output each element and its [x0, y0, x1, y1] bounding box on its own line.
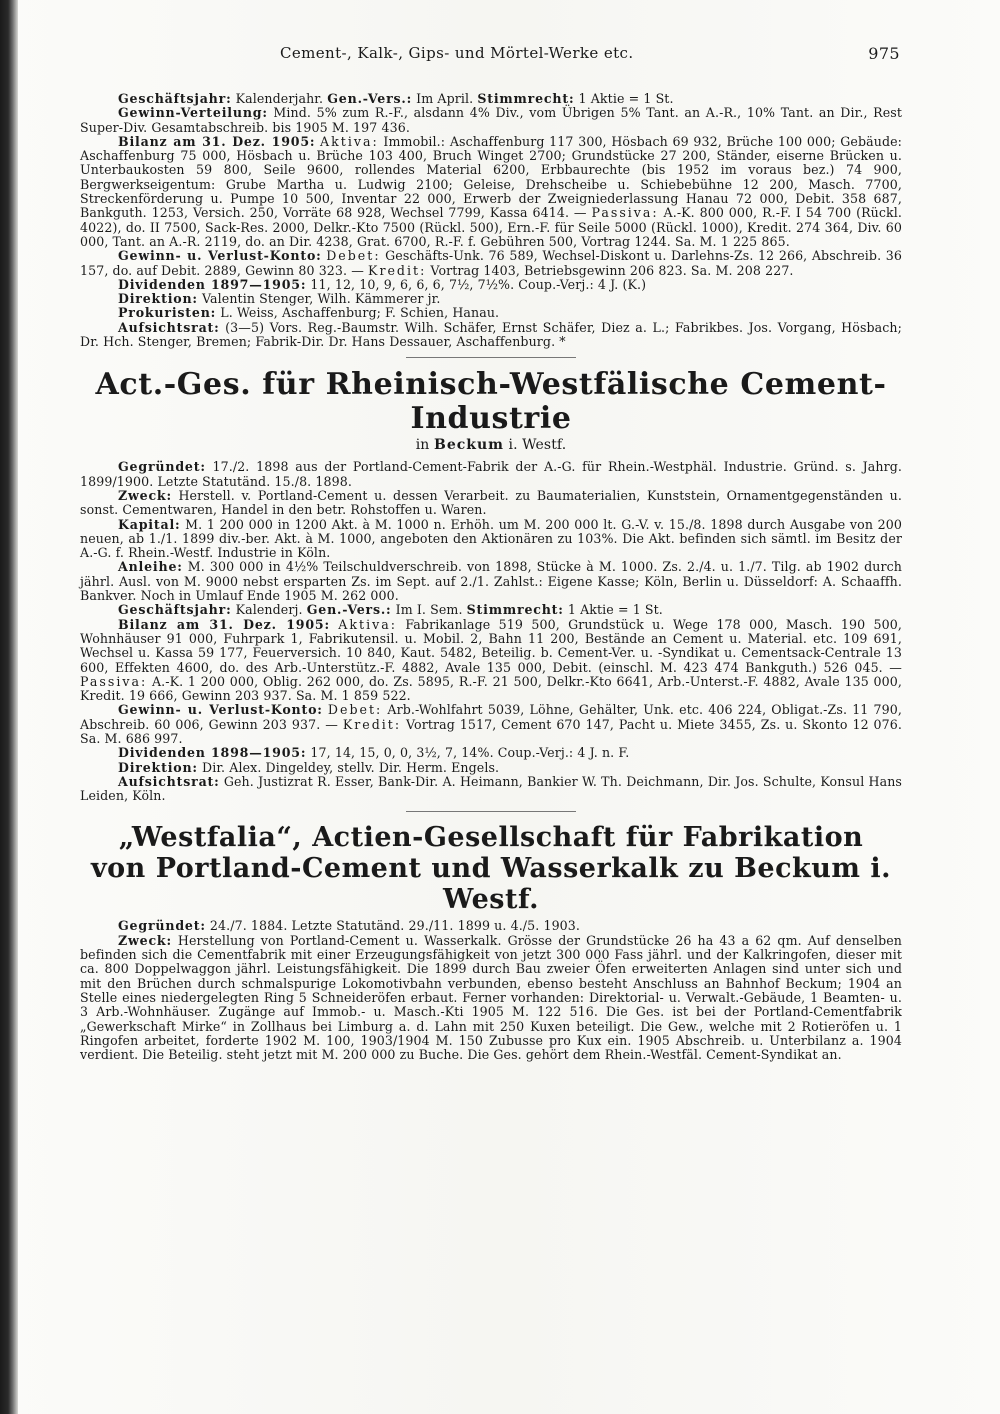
entry-westfalia — [80, 822, 902, 1062]
label-supervisory-board: Aufsichtsrat: — [118, 319, 220, 335]
label-voting-right: Stimmrecht: — [466, 602, 564, 618]
text-loan: M. 300 000 in 4½% Teilschuldverschreib. von 1898, Stücke à M. 1000. Zs. 2./4. u. 1./7. Tilg. ab 1902 durch jährl. Ausl. von M. 9000 nebst ersparten Zs. im Sept. auf 2./1. Zahlst.: Eigene Kasse; Köln, Berlin u. Düsseldorf: A. Schaaffh. Bankver. Noch in Umlauf Ende 1905 M. 262 000. — [80, 559, 902, 604]
text-voting-right: 1 Aktie = 1 St. — [563, 602, 663, 618]
label-liabilities: Passiva: — [591, 205, 659, 221]
label-assets: Aktiva: — [338, 616, 397, 632]
page-number: 975 — [868, 44, 900, 63]
text-purpose: Herstellung von Portland-Cement u. Wasserkalk. Grösse der Grundstücke 26 ha 43 a 62 qm. Auf denselben befinden sich die Cementfabrik mit einer Erzeugungsfähigkeit von jetzt 300 000 Fass jährl. und der Kalkringofen, dieser mit ca. 800 Doppelwaggon jährl. Leistungsfähigkeit. Die 1899 durch Bau zweier Öfen erweiterten Anlagen sind unter sich und mit den Brüchen durch schmalspurige Lokomotivbahn verbunden, ebenso besteht Anschluss an Bahnhof Beckum; 1904 an Stelle eines niedergelegten Ring 5 Schneideröfen erbaut. Ferner vorhanden: Direktorial- u. Verwalt.-Gebäude, 1 Beamten- u. 3 Arb.-Wohnhäuser. Zugänge auf Immob.- u. Masch.-Kti 1905 M. 122 516. Die Ges. ist bei der Portland-Cementfabrik „Gewerkschaft Mirke“ in Zollhaus bei Limburg a. d. Lahn mit 250 Kuxen beteiligt. Die Gew., welche mit 2 Rotieröfen u. 1 Ringofen arbeitet, forderte 1902 M. 100, 1903/1904 M. 150 Zubusse pro Kux ein. 1905 Abschreib. u. Unterbilanz a. 1904 verdient. Die Beteilig. steht jetzt mit M. 200 000 zu Buche. Die Ges. gehört dem Rhein.-Westfäl. Cement-Syndikat an. — [80, 932, 902, 1063]
text-founded: 17./2. 1898 aus der Portland-Cement-Fabrik der A.-G. für Rhein.-Westphäl. Industrie. Gründ. s. Jahrg. 1899/1900. Letzte Statutänd. 15./8. 1898. — [80, 459, 902, 489]
label-general-meeting: Gen.-Vers.: — [327, 91, 413, 106]
label-founded: Gegründet: — [118, 459, 206, 475]
label-assets: Aktiva: — [320, 133, 379, 149]
paragraph-proxies — [80, 306, 902, 320]
label-general-meeting: Gen.-Vers.: — [306, 602, 392, 618]
paragraph-profit-loss — [80, 703, 902, 746]
text-business-year: Kalenderjahr. — [231, 91, 328, 106]
company-title-line-1: „Westfalia“, Actien-Gesellschaft für Fabrikation — [118, 822, 864, 854]
label-debit: Debet: — [326, 248, 381, 264]
company-title-line-2: von Portland-Cement und Wasserkalk zu Beckum i. Westf. — [90, 853, 892, 916]
label-profit-distribution: Gewinn-Verteilung: — [118, 105, 268, 121]
text-supervisory-board: Geh. Justizrat R. Esser, Bank-Dir. A. Heimann, Bankier W. Th. Deichmann, Dir. Jos. Schulte, Konsul Hans Leiden, Köln. — [80, 773, 902, 804]
company-title: Act.-Ges. für Rheinisch-Westfälische Cement-Industrie — [95, 367, 887, 437]
paragraph-founded — [80, 919, 902, 933]
label-liabilities: Passiva: — [80, 673, 148, 689]
label-credit: Kredit: — [368, 262, 427, 278]
paragraph-purpose — [80, 489, 902, 518]
text-voting-right: 1 Aktie = 1 St. — [574, 91, 674, 106]
text-liabilities: A.-K. 1 200 000, Oblig. 262 000, do. Zs. 5895, R.-F. 21 500, Delkr.-Kto 6641, Arb.-Unterst.-F. 4882, Avale 135 000, Kredit. 19 666, Gewinn 203 937. Sa. M. 1 859 522. — [80, 673, 902, 704]
paragraph-dividends — [80, 278, 902, 292]
text-management: Dir. Alex. Dingeldey, stellv. Dir. Herm. Engels. — [197, 759, 500, 775]
label-dividends: Dividenden 1898—1905: — [118, 745, 307, 761]
paragraph-profit-distribution — [80, 106, 902, 135]
label-balance-sheet: Bilanz am 31. Dez. 1905: — [118, 616, 330, 632]
text-general-meeting: Im April. — [412, 91, 478, 106]
label-purpose: Zweck: — [118, 487, 172, 503]
running-title: Cement-, Kalk-, Gips- und Mörtel-Werke etc. — [280, 44, 634, 62]
section-divider — [406, 357, 576, 358]
paragraph-profit-loss — [80, 249, 902, 278]
label-management: Direktion: — [118, 759, 198, 775]
label-balance-sheet: Bilanz am 31. Dez. 1905: — [118, 133, 316, 149]
text-supervisory-board: (3—5) Vors. Reg.-Baumstr. Wilh. Schäfer, Ernst Schäfer, Diez a. L.; Fabrikbes. Jos. Vorgang, Hösbach; Dr. Hch. Stenger, Bremen; Fabrik-Dir. Dr. Hans Dessauer, Aschaffenburg. * — [80, 319, 902, 350]
paragraph-supervisory-board — [80, 775, 902, 804]
text-assets: Fabrikanlage 519 500, Grundstück u. Wege 178 000, Masch. 190 500, Wohnhäuser 91 000, Fuhrpark 1, Fabrikutensil. u. Mobil. 2, Bahn 11 200, Bestände an Cement u. Material. etc. 109 691, Wechsel u. Kassa 59 177, Feuerversich. 10 840, Kaut. 5482, Beteilig. b. Cement-Ver. u. -Syndikat u. Cementsack-Centrale 13 600, Effekten 4600, do. des Arb.-Unterstütz.-F. 4882, Avale 135 000, Debit. (einschl. M. 423 474 Bankguth.) 526 045. — — [80, 616, 903, 675]
text-assets: Immobil.: Aschaffenburg 117 300, Hösbach 69 932, Brüche 100 000; Gebäude: Aschaffenburg 75 000, Hösbach u. Brüche 103 400, Bruch Winget 2700; Grundstücke 27 200, Ständer, eiserne Brücken u. Unterbaukosten 59 800, Seile 9600, rollendes Material 6200, Erbbaurechte (bis 1952 im voraus bez.) 74 900, Bergwerkseigentum: Grube Martha u. Ludwig 2100; Geleise, Drehscheibe u. Schiebebühne 12 200, Masch. 7700, Streckenförderung u. Pumpe 10 500, Inventar 22 000, Erwerb der Zweigniederlassung Hanau 72 000, Debit. 358 687, Bankguth. 1253, Versich. 250, Vorräte 68 928, Wechsel 7799, Kassa 6414. — — [80, 133, 903, 221]
paragraph-balance-sheet — [80, 135, 902, 249]
paragraph-purpose — [80, 934, 902, 1063]
paragraph-management — [80, 761, 902, 775]
paragraph-management — [80, 292, 902, 306]
text-liabilities: A.-K. 800 000, R.-F. I 54 700 (Rückl. 4022), do. II 7500, Sack-Res. 2000, Delkr.-Kto 7500 (Rückl. 500), Ern.-F. für Seile 5000 (Rückl. 1000), Kredit. 274 364, Div. 60 000, Tant. an A.-R. 2119, do. an Dir. 4238, Grat. 6700, R.-F. f. Gebühren 500, Vortrag 1244. Sa. M. 1 225 865. — [80, 205, 902, 249]
label-profit-loss: Gewinn- u. Verlust-Konto: — [118, 702, 323, 718]
text-capital: M. 1 200 000 in 1200 Akt. à M. 1000 n. Erhöh. um M. 200 000 lt. G.-V. v. 15./8. 1898 durch Ausgabe von 200 neuen, ab 1./1. 1899 div.-ber. Akt. à M. 1000, angeboten den Aktionären zu 103%. Die Akt. befinden sich sämtl. im Besitz der A.-G. f. Rhein.-Westf. Industrie in Köln. — [80, 516, 902, 561]
entry-continued — [80, 92, 902, 349]
page-content — [80, 92, 902, 1062]
label-proxies: Prokuristen: — [118, 305, 217, 321]
text-dividends: 11, 12, 10, 9, 6, 6, 6, 7½, 7½%. Coup.-Verj.: 4 J. (K.) — [306, 276, 647, 292]
entry-rheinisch-westfaelische — [80, 368, 902, 803]
label-credit: Kredit: — [342, 716, 402, 732]
paragraph-supervisory-board — [80, 321, 902, 350]
label-voting-right: Stimmrecht: — [477, 91, 575, 106]
paragraph-business-year — [80, 603, 902, 617]
paragraph-founded — [80, 460, 902, 489]
label-capital: Kapital: — [118, 516, 181, 532]
company-title — [80, 822, 902, 915]
text-dividends: 17, 14, 15, 0, 0, 3½, 7, 14%. Coup.-Verj.: 4 J. n. F. — [306, 745, 630, 761]
paragraph-balance-sheet — [80, 618, 902, 704]
location-prefix: in — [415, 437, 434, 454]
label-management: Direktion: — [118, 291, 198, 307]
paragraph-loan — [80, 560, 902, 603]
text-credit: Vortrag 1517, Cement 670 147, Pacht u. Miete 3455, Zs. u. Skonto 12 076. Sa. M. 686 997. — [80, 716, 903, 746]
text-profit-distribution: Mind. 5% zum R.-F., alsdann 4% Div., vom Übrigen 5% Tant. an A.-R., 10% Tant. an Dir., Rest Super-Div. Gesamtabschreib. bis 1905 M. 197 436. — [80, 105, 902, 135]
text-management: Valentin Stenger, Wilh. Kämmerer jr. — [197, 291, 441, 307]
book-binding-edge — [0, 0, 18, 1414]
label-profit-loss: Gewinn- u. Verlust-Konto: — [118, 248, 322, 264]
text-founded: 24./7. 1884. Letzte Statutänd. 29./11. 1899 u. 4./5. 1903. — [205, 918, 581, 934]
label-loan: Anleihe: — [118, 559, 183, 575]
label-debit: Debet: — [327, 702, 383, 718]
text-business-year: Kalenderj. — [231, 602, 307, 618]
label-founded: Gegründet: — [118, 918, 206, 934]
text-debit: Geschäfts-Unk. 76 589, Wechsel-Diskont u. Darlehns-Zs. 12 266, Abschreib. 36 157, do. auf Debit. 2889, Gewinn 80 323. — — [80, 248, 902, 278]
label-supervisory-board: Aufsichtsrat: — [118, 773, 220, 789]
location-city: Beckum — [433, 437, 504, 454]
text-proxies: L. Weiss, Aschaffenburg; F. Schien, Hanau. — [216, 305, 500, 321]
label-purpose: Zweck: — [118, 932, 172, 948]
label-business-year: Geschäftsjahr: — [118, 91, 232, 106]
section-divider — [406, 811, 576, 812]
paragraph-capital — [80, 518, 902, 561]
location-region: i. Westf. — [503, 437, 567, 454]
text-purpose: Herstell. v. Portland-Cement u. dessen Verarbeit. zu Baumaterialien, Kunststein, Ornamentgegenständen u. sonst. Cementwaren, Handel in den betr. Rohstoffen u. Waren. — [80, 487, 902, 518]
text-debit: Arb.-Wohlfahrt 5039, Löhne, Gehälter, Unk. etc. 406 224, Obligat.-Zs. 11 790, Abschreib. 60 006, Gewinn 203 937. — — [80, 702, 902, 732]
label-dividends: Dividenden 1897—1905: — [118, 276, 307, 292]
text-general-meeting: Im I. Sem. — [391, 602, 467, 618]
company-location — [80, 436, 902, 454]
paragraph-dividends — [80, 746, 902, 760]
label-business-year: Geschäftsjahr: — [118, 602, 232, 618]
text-credit: Vortrag 1403, Betriebsgewinn 206 823. Sa. M. 208 227. — [426, 262, 794, 278]
